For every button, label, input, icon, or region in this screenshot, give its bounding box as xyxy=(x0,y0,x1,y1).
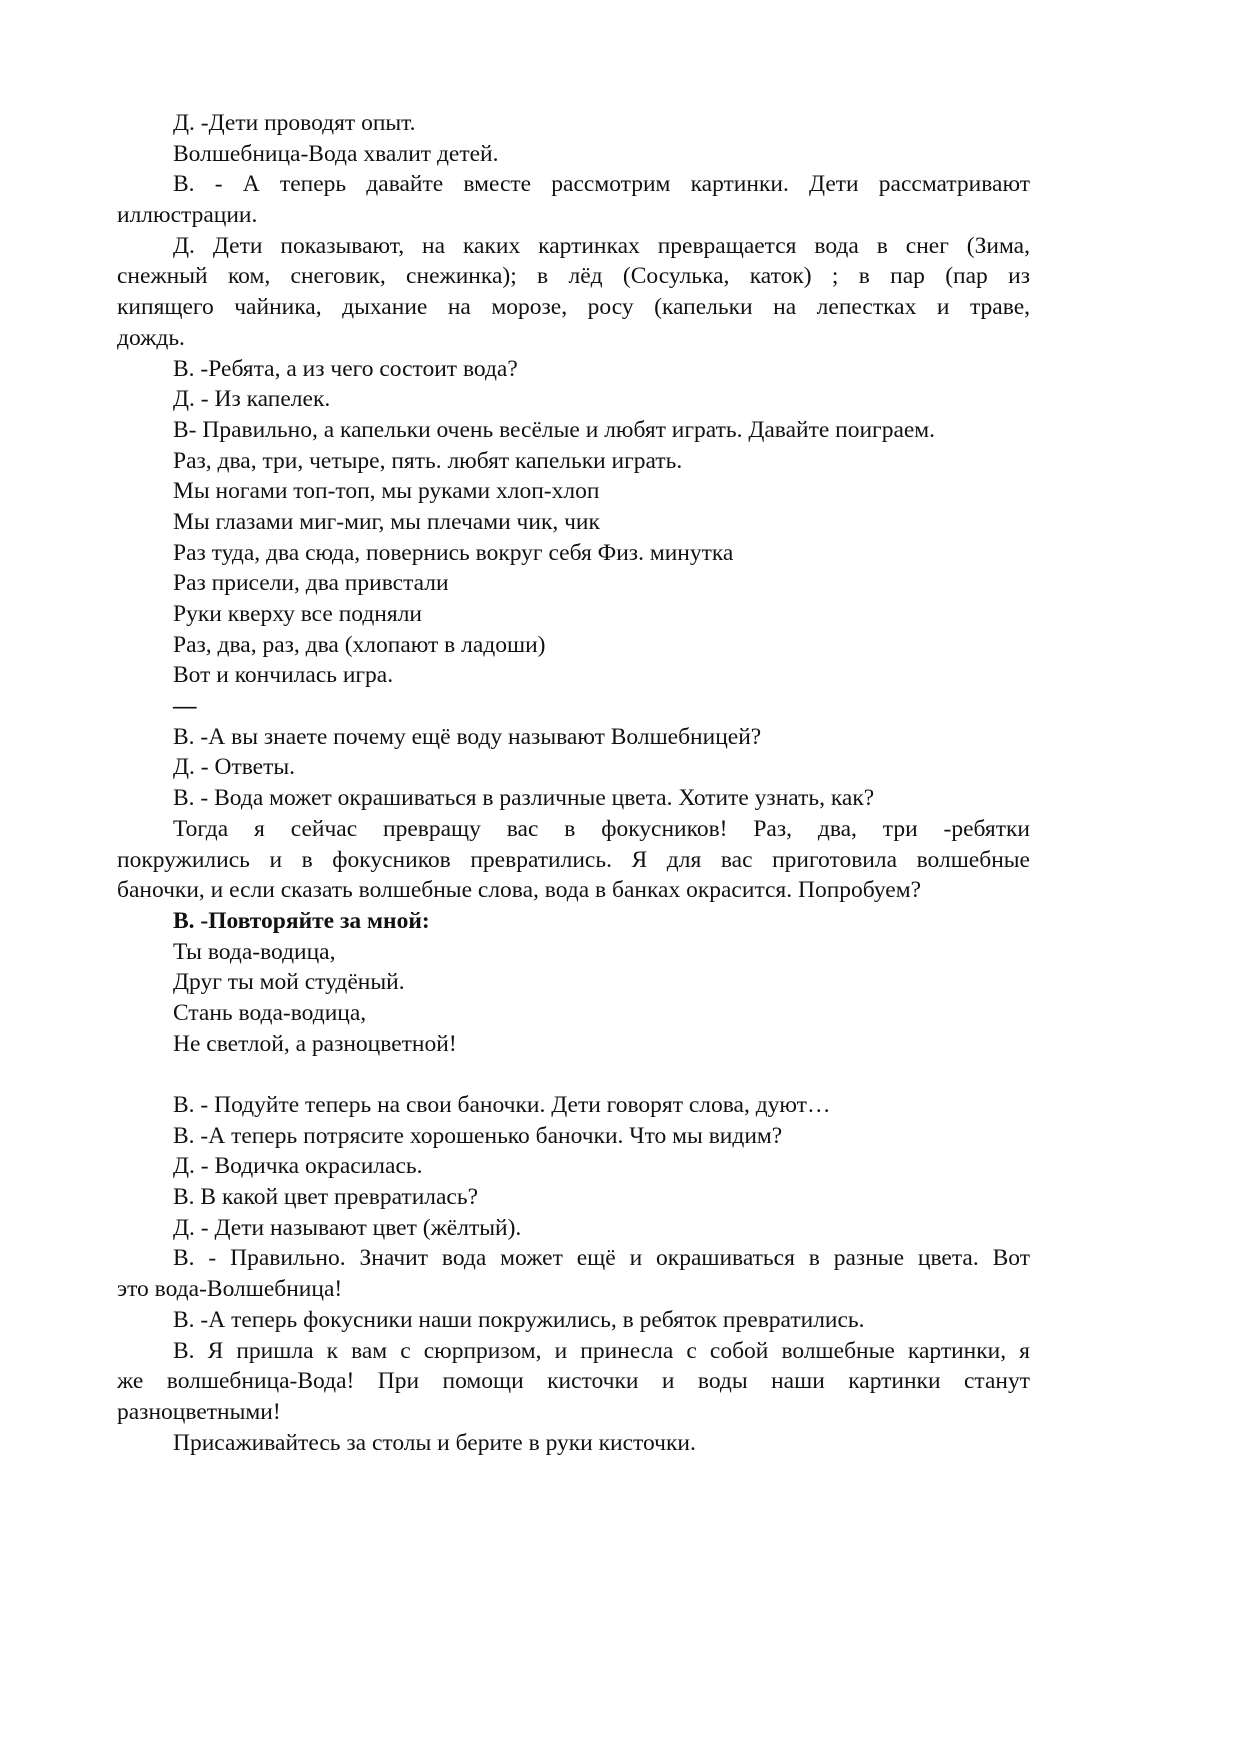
text-line: В. В какой цвет превратилась? xyxy=(173,1184,479,1211)
text-line: это вода-Волшебница! xyxy=(117,1276,343,1303)
text-line: В. - Правильно. Значит вода может ещё и окрашиваться в разные цвета. Вот xyxy=(173,1245,1030,1272)
text-line: Стань вода-водица, xyxy=(173,999,367,1026)
text-line: Вот и кончилась игра. xyxy=(173,662,394,689)
text-line: Д. - Дети называют цвет (жёлтый). xyxy=(173,1214,522,1241)
text-line: В. -А теперь потрясите хорошенько баночки. Что мы видим? xyxy=(173,1122,783,1149)
text-line: Руки кверху все подняли xyxy=(173,601,422,627)
text-line: В. - А теперь давайте вместе рассмотрим картинки. Дети рассматривают xyxy=(173,171,1030,198)
text-line: В- Правильно, а капельки очень весёлые и любят играть. Давайте поиграем. xyxy=(173,416,936,443)
text-line: Д. - Водичка окрасилась. xyxy=(173,1153,423,1180)
text-line: Д. - Ответы. xyxy=(173,754,296,781)
text-line: В. -А теперь фокусники наши покружились, в ребяток превратились. xyxy=(173,1306,865,1333)
text-line: Тогда я сейчас превращу вас в фокусников! Раз, два, три -ребятки xyxy=(173,815,1030,842)
text-line: покружились и в фокусников превратились. Я для вас приготовила волшебные xyxy=(117,846,1030,873)
text-line: Д. -Дети проводят опыт. xyxy=(173,110,416,136)
text-line: кипящего чайника, дыхание на морозе, росу (капельки на лепестках и траве, xyxy=(117,294,1030,321)
text-line: Раз туда, два сюда, повернись вокруг себя Физ. минутка xyxy=(173,539,734,566)
text-line: В. Я пришла к вам с сюрпризом, и принесла с собой волшебные картинки, я xyxy=(173,1337,1030,1364)
text-line: Д. Дети показывают, на каких картинках превращается вода в снег (Зима, xyxy=(173,232,1030,259)
text-line: Волшебница-Вода хвалит детей. xyxy=(173,140,499,167)
text-line: иллюстрации. xyxy=(117,202,258,229)
blank-line xyxy=(117,1059,1030,1090)
text-line: В. - Подуйте теперь на свои баночки. Дети говорят слова, дуют… xyxy=(173,1092,831,1118)
text-line: разноцветными! xyxy=(117,1398,281,1425)
text-line: Раз присели, два привстали xyxy=(173,570,449,597)
text-line: Присаживайтесь за столы и берите в руки кисточки. xyxy=(173,1429,696,1456)
text-line: Д. - Из капелек. xyxy=(173,386,331,413)
text-line: Друг ты мой студёный. xyxy=(173,969,405,996)
text-line: Раз, два, раз, два (хлопают в ладоши) xyxy=(173,631,546,658)
document-page xyxy=(117,108,1030,1458)
text-line: Раз, два, три, четыре, пять. любят капельки играть. xyxy=(173,447,683,474)
text-line: же волшебница-Вода! При помощи кисточки и воды наши картинки станут xyxy=(117,1368,1030,1395)
text-line: баночки, и если сказать волшебные слова, вода в банках окрасится. Попробуем? xyxy=(117,877,922,904)
text-line: Мы глазами миг-миг, мы плечами чик, чик xyxy=(173,508,600,535)
text-line: снежный ком, снеговик, снежинка); в лёд (Сосулька, каток) ; в пар (пар из xyxy=(117,263,1030,290)
text-line: В. -А вы знаете почему ещё воду называют Волшебницей? xyxy=(173,723,762,750)
text-line: В. - Вода может окрашиваться в различные цвета. Хотите узнать, как? xyxy=(173,785,875,812)
text-line: Не светлой, а разноцветной! xyxy=(173,1030,457,1057)
text-line: В. -Ребята, а из чего состоит вода? xyxy=(173,355,518,382)
text-line: — xyxy=(173,693,197,720)
text-line: Мы ногами топ-топ, мы руками хлоп-хлоп xyxy=(173,478,600,505)
text-line: дождь. xyxy=(117,324,185,351)
text-line: В. -Повторяйте за мной: xyxy=(173,907,430,934)
text-line: Ты вода-водица, xyxy=(173,938,336,965)
